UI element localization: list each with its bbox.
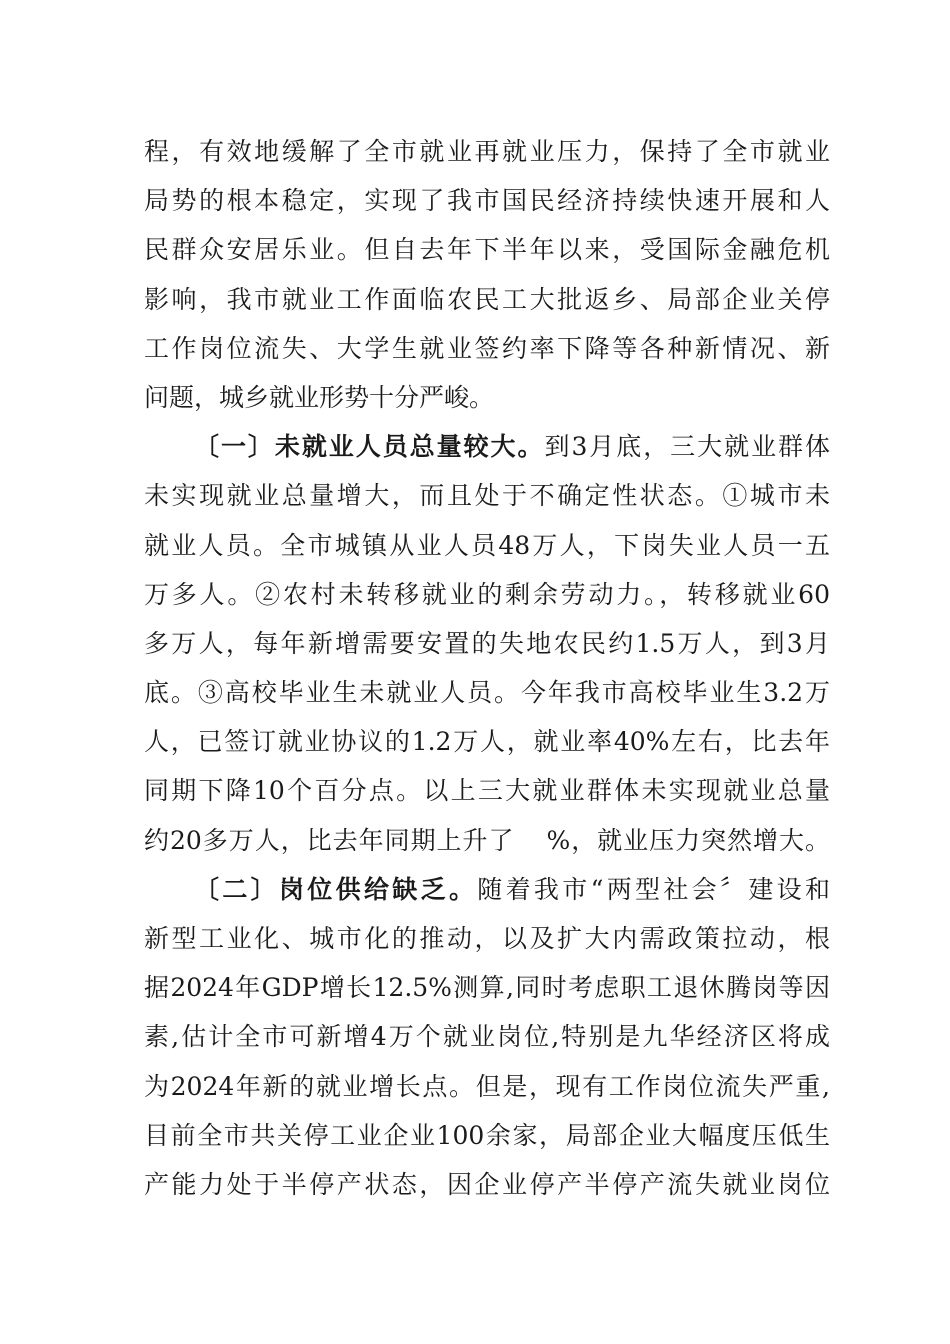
text-line: 民群众安居乐业。但自去年下半年以来，受国际金融危机 (144, 235, 830, 265)
text-line: 未实现就业总量增大，而且处于不确定性状态。①城市未 (144, 481, 830, 511)
text-line: 程，有效地缓解了全市就业再就业压力，保持了全市就业 (144, 137, 830, 166)
text-line: 万多人。②农村未转移就业的剩余劳动力。，转移就业60 (144, 579, 830, 609)
text-line: 工作岗位流失、大学生就业签约率下降等各种新情况、新 (144, 333, 830, 363)
paragraph-first-line (144, 422, 830, 471)
text-line: 多万人，每年新增需要安置的失地农民约1.5万人，到3月 (144, 628, 830, 658)
text-line: 同期下降10个百分点。以上三大就业群体未实现就业总量 (144, 776, 830, 806)
text-line: 局势的根本稳定，实现了我市国民经济持续快速开展和人 (144, 186, 830, 216)
text-run: %，就业压力突然增大。 (546, 825, 830, 855)
text-line: 素,估计全市可新增4万个就业岗位,特别是九华经济区将成 (144, 1022, 830, 1052)
text-line: 据2024年GDP增长12.5%测算,同时考虑职工退休腾岗等因 (144, 973, 830, 1003)
text-line: 影响，我市就业工作面临农民工大批返乡、局部企业关停 (144, 284, 830, 314)
text-line: 目前全市共关停工业企业100余家，局部企业大幅度压低生 (144, 1120, 830, 1150)
text-line: 人，已签订就业协议的1.2万人，就业率40%左右，比去年 (144, 727, 830, 757)
text-run: 到3月底，三大就业群体 (544, 432, 830, 462)
section-heading: 〔一〕未就业人员总量较大。 (194, 432, 545, 462)
paragraph-last-line (144, 816, 830, 865)
text-line: 新型工业化、城市化的推动，以及扩大内需政策拉动，根 (144, 924, 830, 953)
paragraph-first-line (144, 865, 830, 914)
text-run: 随着我市“两型社会〞建设和 (477, 874, 830, 904)
section-heading: 〔二〕岗位供给缺乏。 (194, 874, 478, 904)
text-run: 约20多万人，比去年同期上升了 (144, 825, 515, 855)
text-line: 产能力处于半停产状态，因企业停产半停产流失就业岗位 (144, 1169, 830, 1199)
text-line: 就业人员。全市城镇从业人员48万人，下岗失业人员一五 (144, 530, 830, 560)
document-body (144, 127, 830, 1209)
text-line: 问题，城乡就业形势十分严峻。 (144, 382, 495, 412)
text-line: 底。③高校毕业生未就业人员。今年我市高校毕业生3.2万 (144, 678, 830, 708)
text-line: 为2024年新的就业增长点。但是，现有工作岗位流失严重, (144, 1071, 830, 1101)
